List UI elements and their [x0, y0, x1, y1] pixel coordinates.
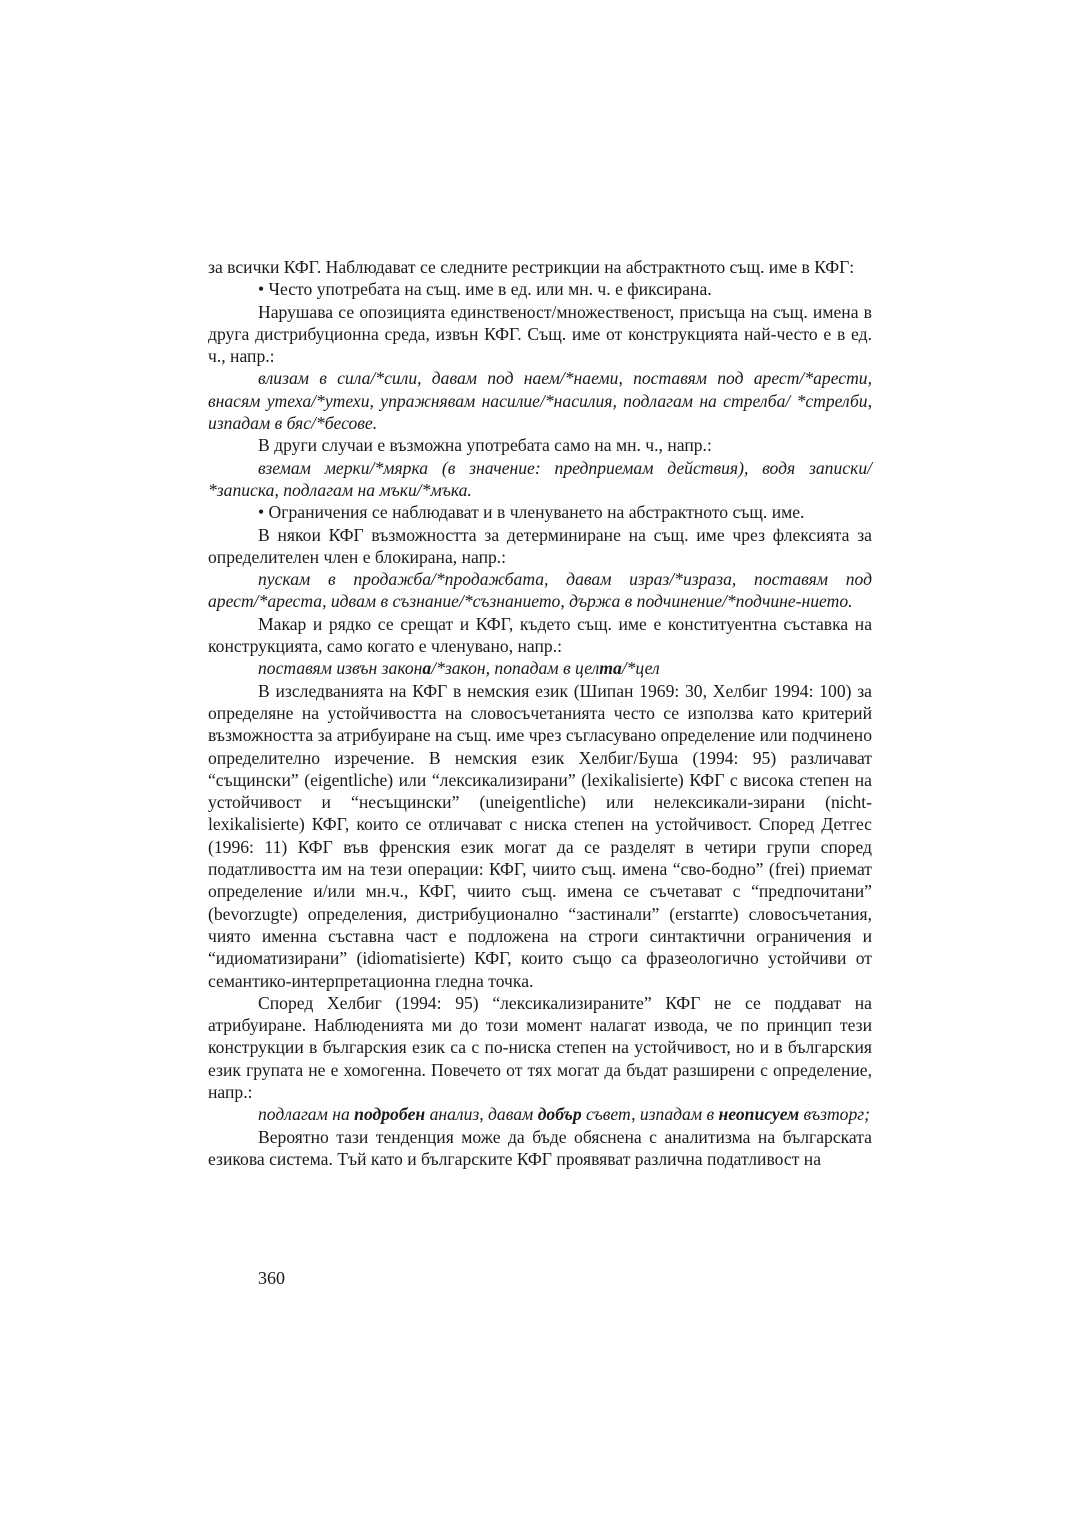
emphasis-letter: а: [612, 658, 622, 679]
paragraph: Нарушава се опозицията единственост/множественост, присъща на същ. имена в друга дистрибуционна среда, извън КФГ. Същ. име от конструкцията най-често е в ед. ч., напр.:: [208, 301, 872, 367]
paragraph: Макар и рядко се срещат и КФГ, където същ. име е конституентна съставка на конструкцията, само когато е членувано, напр.:: [208, 613, 872, 657]
example-text: /*цел: [621, 658, 660, 679]
emphasis-word: добър: [537, 1104, 582, 1125]
emphasis-letter: а: [422, 658, 432, 679]
example-italic: [208, 657, 872, 679]
emphasis-word: неописуем: [718, 1104, 800, 1125]
example-text: възторг;: [799, 1104, 870, 1125]
example-text: съвет, изпадам в: [581, 1104, 719, 1125]
example-text: поставям извън закон: [258, 658, 423, 679]
paragraph: В изследванията на КФГ в немския език (Шипан 1969: 30, Хелбиг 1994: 100) за определяне на устойчивостта на словосъчетанията често се използва като критерий възможността за атрибуиране на същ. име чрез съгласувано определение или подчинено определително изречение. В немския език Хелбиг/Буша (1994: 95) различават “същински” (eigentliche) или “лексикализирани” (lexikalisierte) КФГ с висока степен на устойчивост и “несъщински” (uneigentliche) или нелексикали-зирани (nicht-lexikalisierte) КФГ, които се отличават с ниска степен на устойчивост. Според Детгес (1996: 11) КФГ във френския език могат да се разделят в четири групи според податливостта им на тези операции: КФГ, чиито същ. имена “сво-бодно” (frei) приемат определение и/или мн.ч., КФГ, чиито същ. имена се съчетават с “предпочитани” (bevorzugte) определения, дистрибуционално “застинали” (erstarrte) словосъчетания, чиято именна съставна част е подложена на строги синтактични ограничения и “идиоматизирани” (idiomatisierte) КФГ, които също са фразеологично устойчиви от семантико-интерпретационна гледна точка.: [208, 680, 872, 991]
example-text: подлагам на: [258, 1104, 355, 1125]
bullet-paragraph: • Ограничения се наблюдават и в членуването на абстрактното същ. име.: [258, 502, 805, 523]
paragraph: Според Хелбиг (1994: 95) “лексикализираните” КФГ не се поддават на атрибуиране. Наблюденията ми до този момент налагат извода, че по принцип тези конструкции в българския език са с по-ниска степен на устойчивост, но и в българския език групата не е хомогенна. Повечето от тях могат да бъдат разширени с определение, напр.:: [208, 992, 872, 1102]
example-text: анализ, давам: [425, 1104, 538, 1125]
paragraph: В някои КФГ възможността за детерминиране на същ. име чрез флексията за определителен член е блокирана, напр.:: [208, 524, 872, 567]
example-italic: пускам в продажба/*продажбата, давам израз/*израза, поставям под арест/*ареста, идвам в съзнание/*съзнанието, държа в подчинение/*подчине-нието.: [208, 569, 872, 612]
page-number: 360: [258, 1268, 285, 1288]
example-italic: вземам мерки/*мярка (в значение: предприемам действия), водя записки/ *записка, подлагам на мъки/*мъка.: [208, 457, 872, 500]
emphasis-letter: т: [599, 658, 613, 679]
bullet-paragraph: • Често употребата на същ. име в ед. или мн. ч. е фиксирана.: [258, 279, 712, 300]
example-italic: [208, 1103, 872, 1125]
paragraph: за всички КФГ. Наблюдават се следните рестрикции на абстрактното същ. име в КФГ:: [208, 257, 855, 277]
paragraph: Вероятно тази тенденция може да бъде обяснена с аналитизма на българската езикова система. Тъй като и българските КФГ проявяват различна податливост на: [208, 1126, 872, 1169]
emphasis-word: подробен: [354, 1104, 426, 1125]
paragraph: В други случаи е възможна употребата само на мн. ч., напр.:: [258, 435, 712, 456]
example-text: /*закон, попадам в цел: [431, 658, 600, 679]
example-italic: влизам в сила/*сили, давам под наем/*наеми, поставям под арест/*арести, внасям утеха/*утехи, упражнявам насилие/*насилия, подлагам на стрелба/ *стрелби, изпадам в бяс/*бесове.: [208, 368, 872, 434]
body-text: [208, 256, 872, 1170]
